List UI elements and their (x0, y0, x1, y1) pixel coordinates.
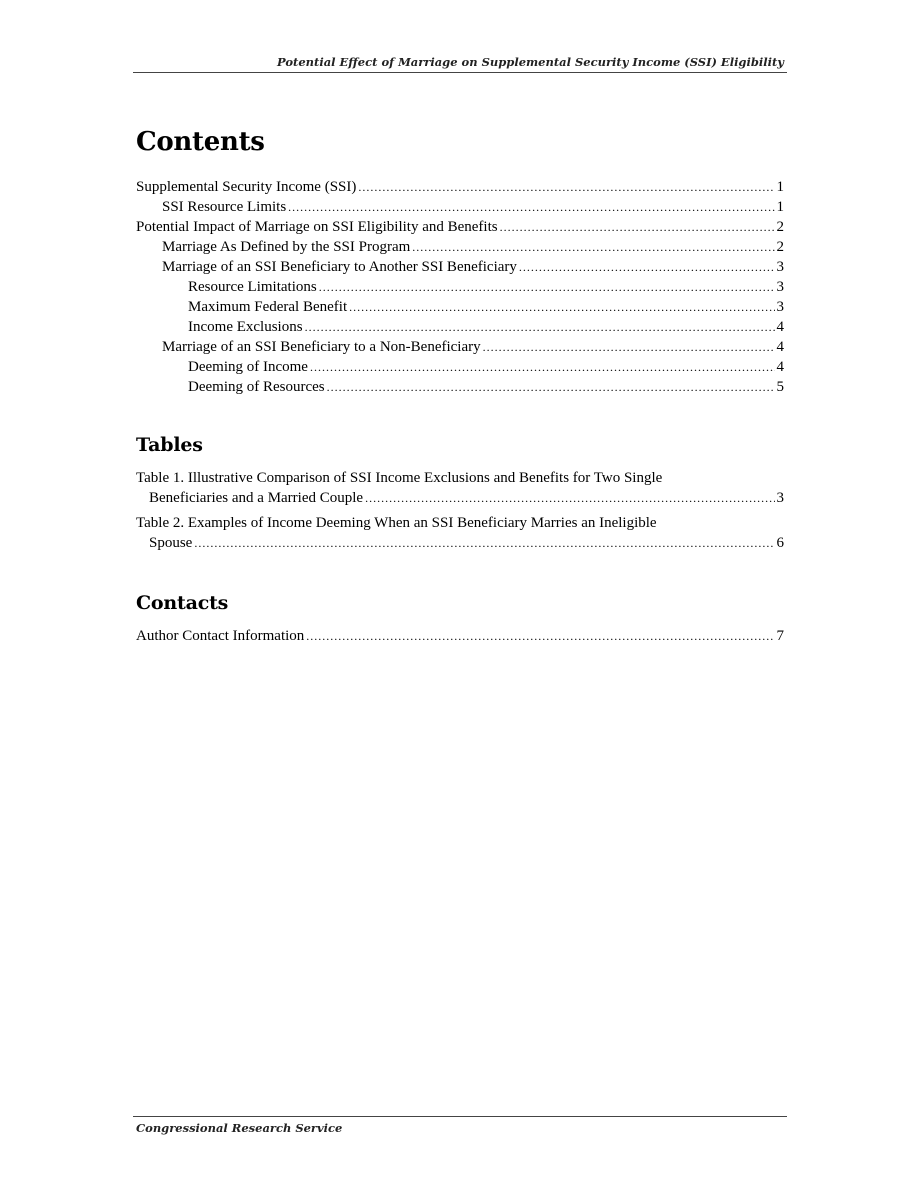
toc-page-number: 5 (776, 379, 784, 395)
toc-page-number: 1 (776, 179, 784, 195)
toc-leader (310, 357, 775, 377)
toc-entry[interactable] (136, 277, 784, 297)
toc-entry[interactable] (136, 297, 784, 317)
toc-page-number: 4 (776, 319, 784, 335)
toc-leader (319, 277, 775, 297)
toc-leader (519, 257, 775, 277)
footer-publisher: Congressional Research Service (136, 1121, 343, 1135)
toc-page-number: 2 (776, 219, 784, 235)
tables-list (136, 468, 784, 553)
contents-heading: Contents (136, 127, 265, 157)
contacts-heading: Contacts (136, 592, 229, 614)
toc-leader (327, 377, 775, 397)
toc-leader (500, 217, 775, 237)
toc-entry-title: Deeming of Income (188, 359, 308, 375)
tables-heading: Tables (136, 434, 203, 456)
toc-entry[interactable] (136, 357, 784, 377)
toc-page-number: 3 (776, 279, 784, 295)
toc-entry-title: SSI Resource Limits (162, 199, 287, 215)
toc-leader (412, 237, 774, 257)
document-body (136, 122, 784, 646)
toc-entry-table-1[interactable] (136, 468, 784, 508)
toc-entry[interactable] (136, 626, 784, 646)
toc-entry-title-line2: Spouse (149, 535, 193, 551)
toc-entry-title: Income Exclusions (188, 319, 303, 335)
toc-entry-title: Marriage of an SSI Beneficiary to Another SSI Beneficiary (162, 259, 517, 275)
toc-entry-title: Author Contact Information (136, 628, 305, 644)
toc-page-number: 3 (776, 490, 784, 506)
toc-entry[interactable] (136, 257, 784, 277)
toc-page-number: 3 (776, 299, 784, 315)
toc-entry[interactable] (136, 337, 784, 357)
toc-entry[interactable] (136, 177, 784, 197)
toc-page-number: 2 (776, 239, 784, 255)
toc-entry-title-line1: Table 2. Examples of Income Deeming When an SSI Beneficiary Marries an Ineligible (136, 515, 657, 531)
toc-leader (349, 297, 774, 317)
toc-entry-title: Supplemental Security Income (SSI) (136, 179, 357, 195)
toc-leader (194, 533, 774, 553)
toc-entry-title: Potential Impact of Marriage on SSI Eligibility and Benefits (136, 219, 498, 235)
toc-page-number: 4 (776, 359, 784, 375)
toc-leader (358, 177, 774, 197)
toc-page-number: 3 (776, 259, 784, 275)
toc-page-number: 7 (776, 628, 784, 644)
toc-entry[interactable] (136, 317, 784, 337)
toc-entry-title: Maximum Federal Benefit (188, 299, 348, 315)
toc-entry[interactable] (136, 217, 784, 237)
toc-page-number: 6 (776, 535, 784, 551)
toc-entry[interactable] (136, 377, 784, 397)
toc-entry-title: Marriage of an SSI Beneficiary to a Non-Beneficiary (162, 339, 481, 355)
toc-leader (365, 488, 774, 508)
running-header-title: Potential Effect of Marriage on Supplemental Security Income (SSI) Eligibility (277, 55, 784, 69)
toc-entry-title: Deeming of Resources (188, 379, 325, 395)
toc-entry-title-line2: Beneficiaries and a Married Couple (149, 490, 364, 506)
header-rule (133, 72, 787, 73)
toc-page-number: 1 (776, 199, 784, 215)
toc-entry[interactable] (136, 237, 784, 257)
toc-entry-title-line1: Table 1. Illustrative Comparison of SSI Income Exclusions and Benefits for Two Single (136, 470, 663, 486)
toc-page-number: 4 (776, 339, 784, 355)
toc-leader (483, 337, 775, 357)
contacts-list (136, 626, 784, 646)
toc-entry-table-2[interactable] (136, 513, 784, 553)
toc-leader (305, 317, 775, 337)
toc-entry-title: Marriage As Defined by the SSI Program (162, 239, 411, 255)
toc-entry[interactable] (136, 197, 784, 217)
footer-rule (133, 1116, 787, 1117)
toc-leader (306, 626, 774, 646)
contents-list (136, 177, 784, 397)
toc-leader (288, 197, 774, 217)
toc-entry-title: Resource Limitations (188, 279, 317, 295)
